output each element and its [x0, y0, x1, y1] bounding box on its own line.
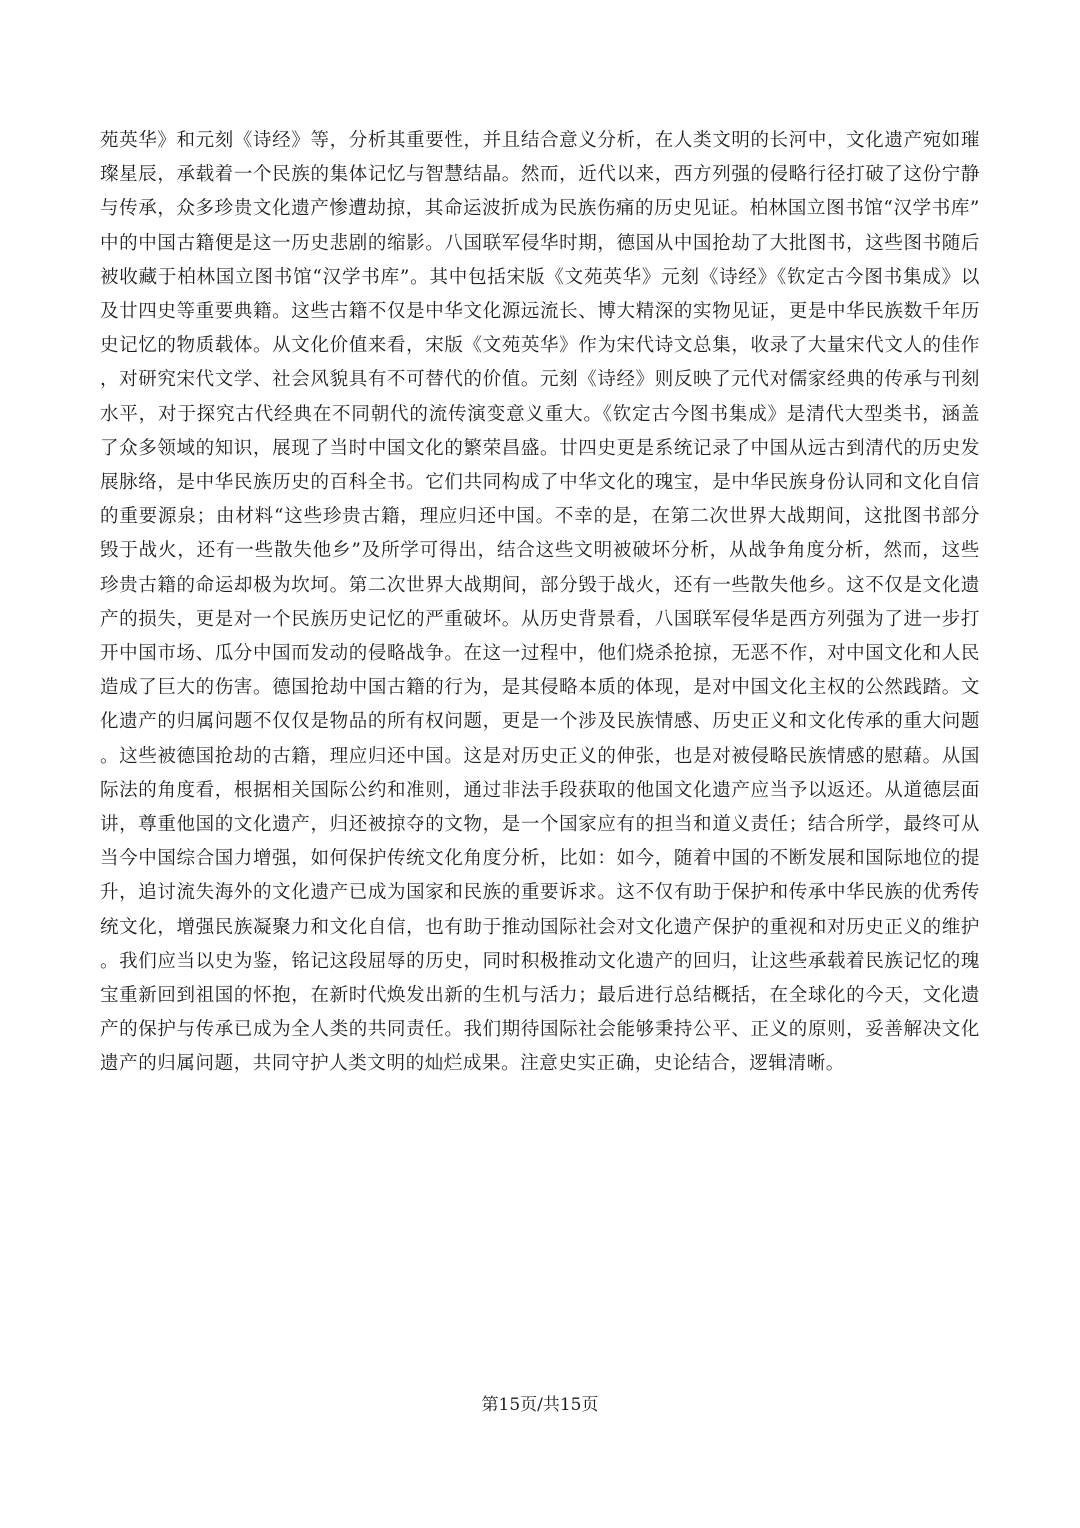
answer-paragraph: 苑英华》和元刻《诗经》等，分析其重要性，并且结合意义分析，在人类文明的长河中，文化遗产宛如璀璨星辰，承载着一个民族的集体记忆与智慧结晶。然而，近代以来，西方列强的侵略行径打破了这份宁静与传承，众多珍贵文化遗产惨遭劫掠，其命运波折成为民族伤痛的历史见证。柏林国立图书馆“汉学书库”中的中国古籍便是这一历史悲剧的缩影。八国联军侵华时期，德国从中国抢劫了大批图书，这些图书随后被收藏于柏林国立图书馆“汉学书库”。其中包括宋版《文苑英华》元刻《诗经》《钦定古今图书集成》以及廿四史等重要典籍。这些古籍不仅是中华文化源远流长、博大精深的实物见证，更是中华民族数千年历史记忆的物质载体。从文化价值来看，宋版《文苑英华》作为宋代诗文总集，收录了大量宋代文人的佳作，对研究宋代文学、社会风貌具有不可替代的价值。元刻《诗经》则反映了元代对儒家经典的传承与刊刻水平，对于探究古代经典在不同朝代的流传演变意义重大。《钦定古今图书集成》是清代大型类书，涵盖了众多领域的知识，展现了当时中国文化的繁荣昌盛。廿四史更是系统记录了中国从远古到清代的历史发展脉络，是中华民族历史的百科全书。它们共同构成了中华文化的瑰宝，是中华民族身份认同和文化自信的重要源泉；由材料“这些珍贵古籍，理应归还中国。不幸的是，在第二次世界大战期间，这批图书部分毁于战火，还有一些散失他乡”及所学可得出，结合这些文明被破坏分析，从战争角度分析，然而，这些珍贵古籍的命运却极为坎坷。第二次世界大战期间，部分毁于战火，还有一些散失他乡。这不仅是文化遗产的损失，更是对一个民族历史记忆的严重破坏。从历史背景看，八国联军侵华是西方列强为了进一步打开中国市场、瓜分中国而发动的侵略战争。在这一过程中，他们烧杀抢掠，无恶不作，对中国文化和人民造成了巨大的伤害。德国抢劫中国古籍的行为，是其侵略本质的体现，是对中国文化主权的公然践踏。文化遗产的归属问题不仅仅是物品的所有权问题，更是一个涉及民族情感、历史正义和文化传承的重大问题。这些被德国抢劫的古籍，理应归还中国。这是对历史正义的伸张，也是对被侵略民族情感的慰藉。从国际法的角度看，根据相关国际公约和准则，通过非法手段获取的他国文化遗产应当予以返还。从道德层面讲，尊重他国的文化遗产，归还被掠夺的文物，是一个国家应有的担当和道义责任；结合所学，最终可从当今中国综合国力增强，如何保护传统文化角度分析，比如：如今，随着中国的不断发展和国际地位的提升，追讨流失海外的文化遗产已成为国家和民族的重要诉求。这不仅有助于保护和传承中华民族的优秀传统文化，增强民族凝聚力和文化自信，也有助于推动国际社会对文化遗产保护的重视和对历史正义的维护。我们应当以史为鉴，铭记这段屈辱的历史，同时积极推动文化遗产的回归，让这些承载着民族记忆的瑰宝重新回到祖国的怀抱，在新时代焕发出新的生机与活力；最后进行总结概括，在全球化的今天，文化遗产的保护与传承已成为全人类的共同责任。我们期待国际社会能够秉持公平、正义的原则，妥善解决文化遗产的归属问题，共同守护人类文明的灿烂成果。注意史实正确，史论结合，逻辑清晰。	[100, 130, 980, 1075]
page-number-footer: 第15页/共15页	[481, 1395, 599, 1415]
